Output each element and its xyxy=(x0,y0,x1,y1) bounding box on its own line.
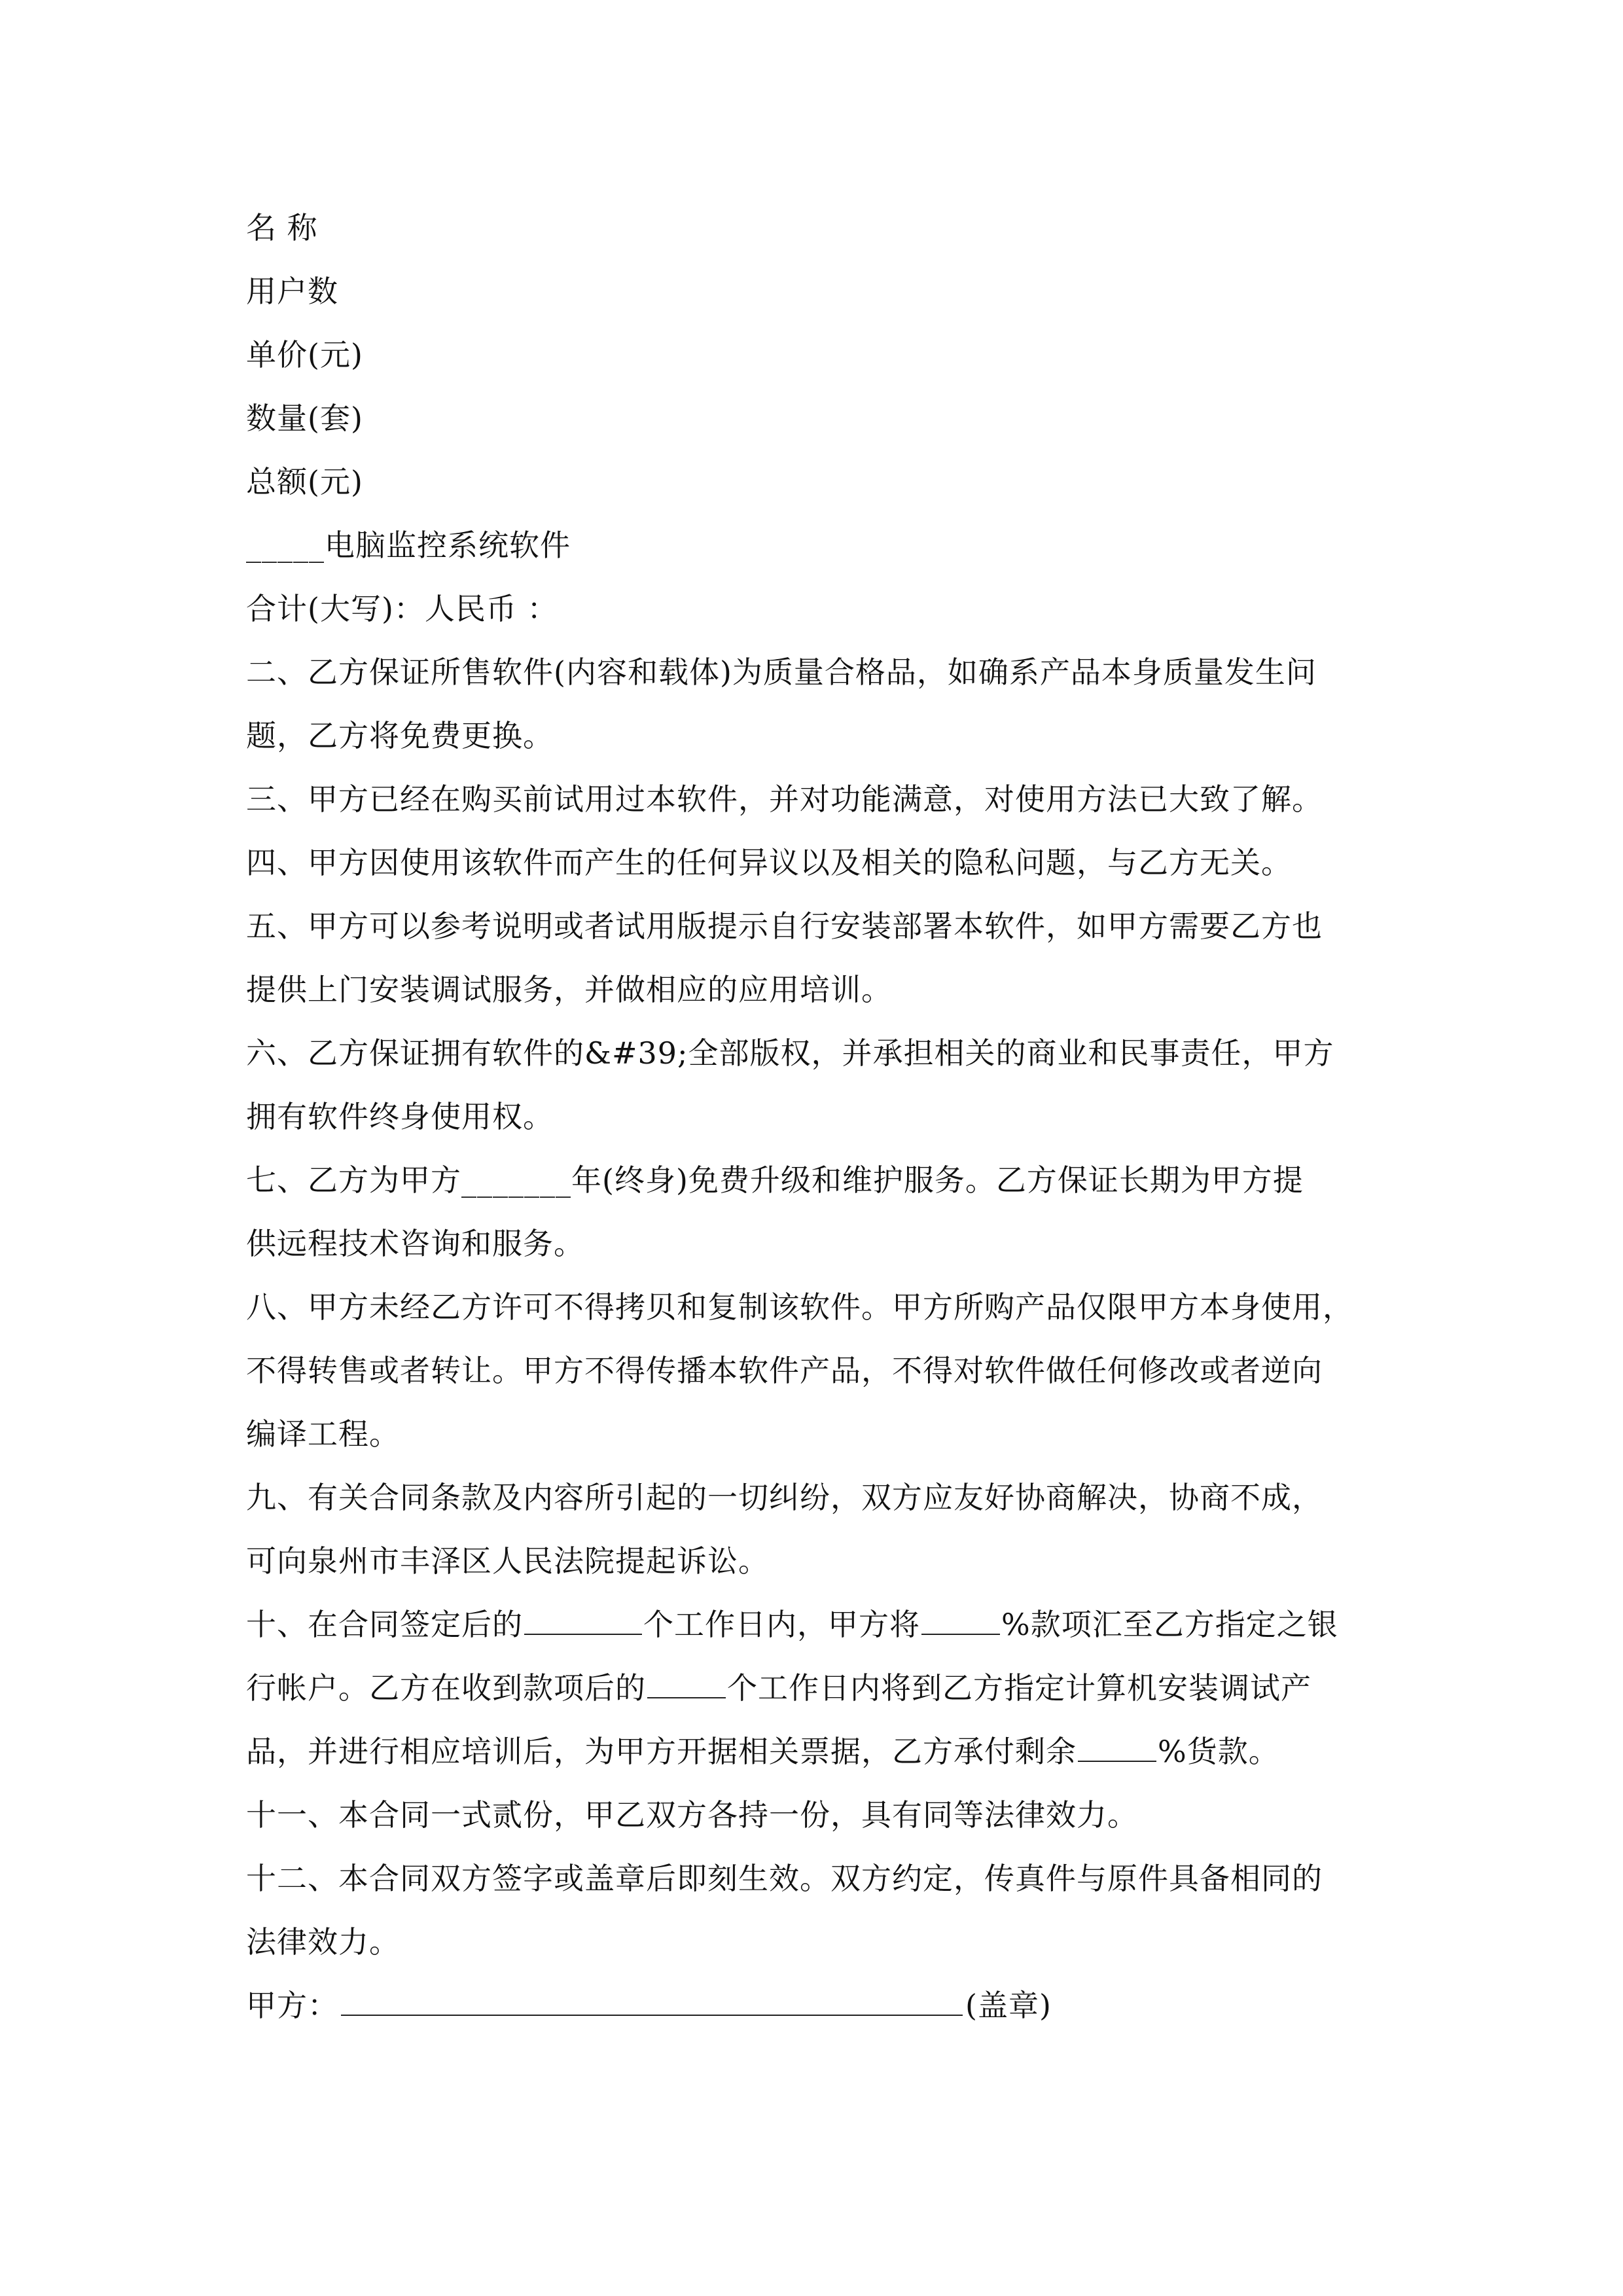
clause-10-blank-percent xyxy=(921,1607,1000,1635)
clause-10-blank-install-days xyxy=(647,1671,726,1698)
clause-10-text-c: %款项汇至乙方指定之银 xyxy=(1001,1607,1338,1642)
clause-5-line-1: 五、甲方可以参考说明或者试用版提示自行安装部署本软件，如甲方需要乙方也 xyxy=(246,908,1323,944)
clause-9-line-2: 可向泉州市丰泽区人民法院提起诉讼。 xyxy=(246,1543,769,1579)
seal-label: (盖章) xyxy=(965,1988,1052,2023)
clause-7-text-a: 七、乙方为甲方 xyxy=(246,1162,461,1198)
clause-10-text-g: %货款。 xyxy=(1158,1734,1279,1769)
table-header-total: 总额(元) xyxy=(246,464,363,499)
table-header-name: 名 称 xyxy=(246,210,318,245)
clause-8-line-1: 八、甲方未经乙方许可不得拷贝和复制该软件。甲方所购产品仅限甲方本身使用， xyxy=(246,1289,1353,1325)
clause-12-line-2: 法律效力。 xyxy=(246,1924,400,1960)
clause-10-text-d: 行帐户。乙方在收到款项后的 xyxy=(246,1670,646,1706)
clause-5-line-2: 提供上门安装调试服务，并做相应的应用培训。 xyxy=(246,972,892,1007)
product-name: 电脑监控系统软件 xyxy=(325,528,571,563)
contract-page xyxy=(246,196,1385,2037)
clause-10-line-1 xyxy=(246,1593,1385,1657)
clause-6-line-2: 拥有软件终身使用权。 xyxy=(246,1099,554,1134)
table-header-unit-price: 单价(元) xyxy=(246,337,363,372)
table-header-quantity: 数量(套) xyxy=(246,401,363,436)
product-line xyxy=(246,514,1385,577)
clause-10-line-3 xyxy=(246,1720,1385,1784)
signature-line xyxy=(246,1974,1385,2037)
table-header-users: 用户数 xyxy=(246,274,338,309)
clause-10-blank-days xyxy=(524,1607,642,1635)
clause-11: 十一、本合同一式贰份，甲乙双方各持一份，具有同等法律效力。 xyxy=(246,1797,1138,1833)
product-blank: _____ xyxy=(246,528,325,563)
clause-10-blank-remaining xyxy=(1078,1734,1156,1762)
clause-10-text-b: 个工作日内，甲方将 xyxy=(643,1607,920,1642)
clause-7-blank: _______ xyxy=(461,1162,571,1198)
clause-6-line-1: 六、乙方保证拥有软件的&#39;全部版权，并承担相关的商业和民事责任，甲方 xyxy=(246,1035,1334,1071)
clause-10-text-a: 十、在合同签定后的 xyxy=(246,1607,523,1642)
clause-7-line-1 xyxy=(246,1149,1385,1212)
clause-4: 四、甲方因使用该软件而产生的任何异议以及相关的隐私问题，与乙方无关。 xyxy=(246,845,1292,880)
total-amount-line: 合计(大写)：人民币 ： xyxy=(246,591,558,626)
clause-3: 三、甲方已经在购买前试用过本软件，并对功能满意，对使用方法已大致了解。 xyxy=(246,781,1323,817)
party-a-signature-blank xyxy=(341,1983,963,2016)
clause-9-line-1: 九、有关合同条款及内容所引起的一切纠纷，双方应友好协商解决，协商不成， xyxy=(246,1480,1323,1515)
clause-7-text-b: 年(终身)免费升级和维护服务。乙方保证长期为甲方提 xyxy=(571,1162,1304,1198)
clause-2-line-2: 题，乙方将免费更换。 xyxy=(246,718,554,753)
clause-8-line-2: 不得转售或者转让。甲方不得传播本软件产品，不得对软件做任何修改或者逆向 xyxy=(246,1353,1323,1388)
clause-8-line-3: 编译工程。 xyxy=(246,1416,400,1452)
clause-10-text-f: 品，并进行相应培训后，为甲方开据相关票据，乙方承付剩余 xyxy=(246,1734,1077,1769)
clause-7-line-2: 供远程技术咨询和服务。 xyxy=(246,1226,584,1261)
clause-2-line-1: 二、乙方保证所售软件(内容和载体)为质量合格品，如确系产品本身质量发生问 xyxy=(246,655,1317,690)
party-a-label: 甲方： xyxy=(246,1988,338,2023)
clause-12-line-1: 十二、本合同双方签字或盖章后即刻生效。双方约定，传真件与原件具备相同的 xyxy=(246,1861,1323,1896)
clause-10-text-e: 个工作日内将到乙方指定计算机安装调试产 xyxy=(727,1670,1311,1706)
clause-10-line-2 xyxy=(246,1657,1385,1720)
